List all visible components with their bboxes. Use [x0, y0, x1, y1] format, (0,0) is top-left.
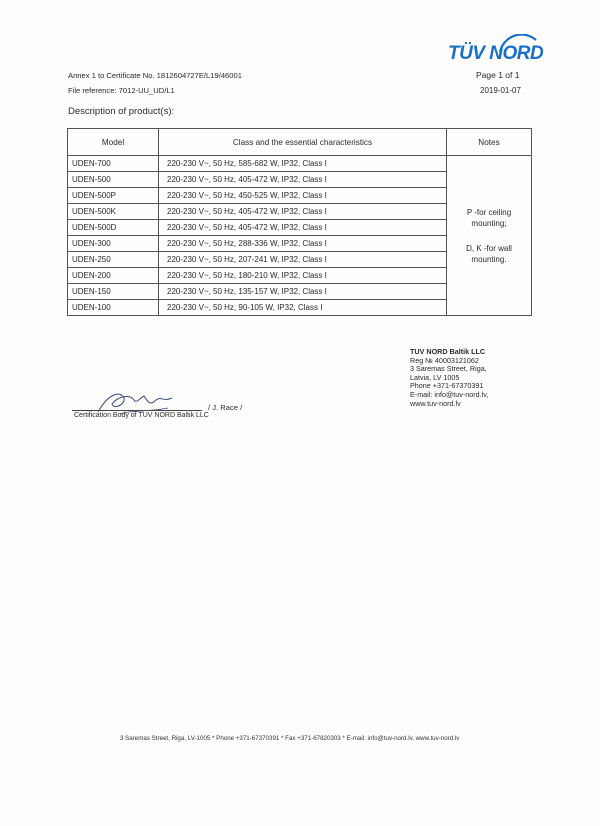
model-cell: UDEN-500D [68, 220, 159, 236]
page-number: Page 1 of 1 [476, 70, 520, 80]
characteristics-cell: 220-230 V~, 50 Hz, 180-210 W, IP32, Class I [159, 268, 447, 284]
company-address-line2: Latvia, LV 1005 [410, 372, 460, 382]
note-wall: D, K -for wall mounting. [466, 243, 512, 264]
model-cell: UDEN-300 [68, 236, 159, 252]
model-cell: UDEN-150 [68, 284, 159, 300]
document-date: 2019-01-07 [480, 86, 521, 95]
tuv-nord-logo: TÜV NORD [448, 43, 544, 64]
company-name: TUV NORD Baltik LLC [410, 347, 486, 356]
signature-line [72, 410, 202, 411]
page-footer: 3 Saremas Street, Riga, LV-1005 * Phone +371-67370391 * Fax +371-67820303 * E-mail: info@tuv-nord.lv, www.tuv-nord.lv [120, 735, 460, 742]
characteristics-cell: 220-230 V~, 50 Hz, 450-525 W, IP32, Class I [159, 188, 447, 204]
product-table [67, 128, 532, 316]
table-header-row [68, 129, 532, 156]
model-cell: UDEN-500 [68, 172, 159, 188]
column-header-model: Model [68, 129, 159, 156]
characteristics-cell: 220-230 V~, 50 Hz, 405-472 W, IP32, Class I [159, 204, 447, 220]
company-web: www.tuv-nord.lv [410, 398, 461, 408]
company-address-line1: 3 Saremas Street, Riga, [410, 364, 487, 374]
annex-reference: Annex 1 to Certificate No. 1812604727E/L19/46001 [68, 71, 242, 80]
model-cell: UDEN-500P [68, 188, 159, 204]
model-cell: UDEN-500K [68, 204, 159, 220]
company-phone: Phone +371-67370391 [410, 381, 484, 391]
certification-body-label: Certification Body of TUV NORD Baltik LLC [74, 412, 209, 419]
company-email: E-mail: info@tuv-nord.lv, [410, 389, 489, 399]
model-cell: UDEN-250 [68, 252, 159, 268]
characteristics-cell: 220-230 V~, 50 Hz, 135-157 W, IP32, Class I [159, 284, 447, 300]
characteristics-cell: 220-230 V~, 50 Hz, 207-241 W, IP32, Class I [159, 252, 447, 268]
signatory-name: / J. Race / [208, 403, 243, 412]
characteristics-cell: 220-230 V~, 50 Hz, 288-336 W, IP32, Class I [159, 236, 447, 252]
model-cell: UDEN-200 [68, 268, 159, 284]
company-reg: Reg № 40003121062 [410, 355, 479, 365]
characteristics-cell: 220-230 V~, 50 Hz, 90-105 W, IP32, Class I [159, 300, 447, 316]
table-row [68, 156, 532, 172]
notes-cell [447, 156, 532, 316]
column-header-characteristics: Class and the essential characteristics [159, 129, 447, 156]
model-cell: UDEN-700 [68, 156, 159, 172]
model-cell: UDEN-100 [68, 300, 159, 316]
file-reference: File reference: 7012-UU_UD/L1 [68, 86, 175, 95]
section-title: Description of product(s): [68, 106, 175, 117]
characteristics-cell: 220-230 V~, 50 Hz, 585-682 W, IP32, Class I [159, 156, 447, 172]
column-header-notes: Notes [447, 129, 532, 156]
characteristics-cell: 220-230 V~, 50 Hz, 405-472 W, IP32, Class I [159, 172, 447, 188]
company-address-block [410, 348, 488, 408]
note-ceiling: P -for ceiling mounting; [466, 207, 512, 228]
characteristics-cell: 220-230 V~, 50 Hz, 405-472 W, IP32, Class I [159, 220, 447, 236]
